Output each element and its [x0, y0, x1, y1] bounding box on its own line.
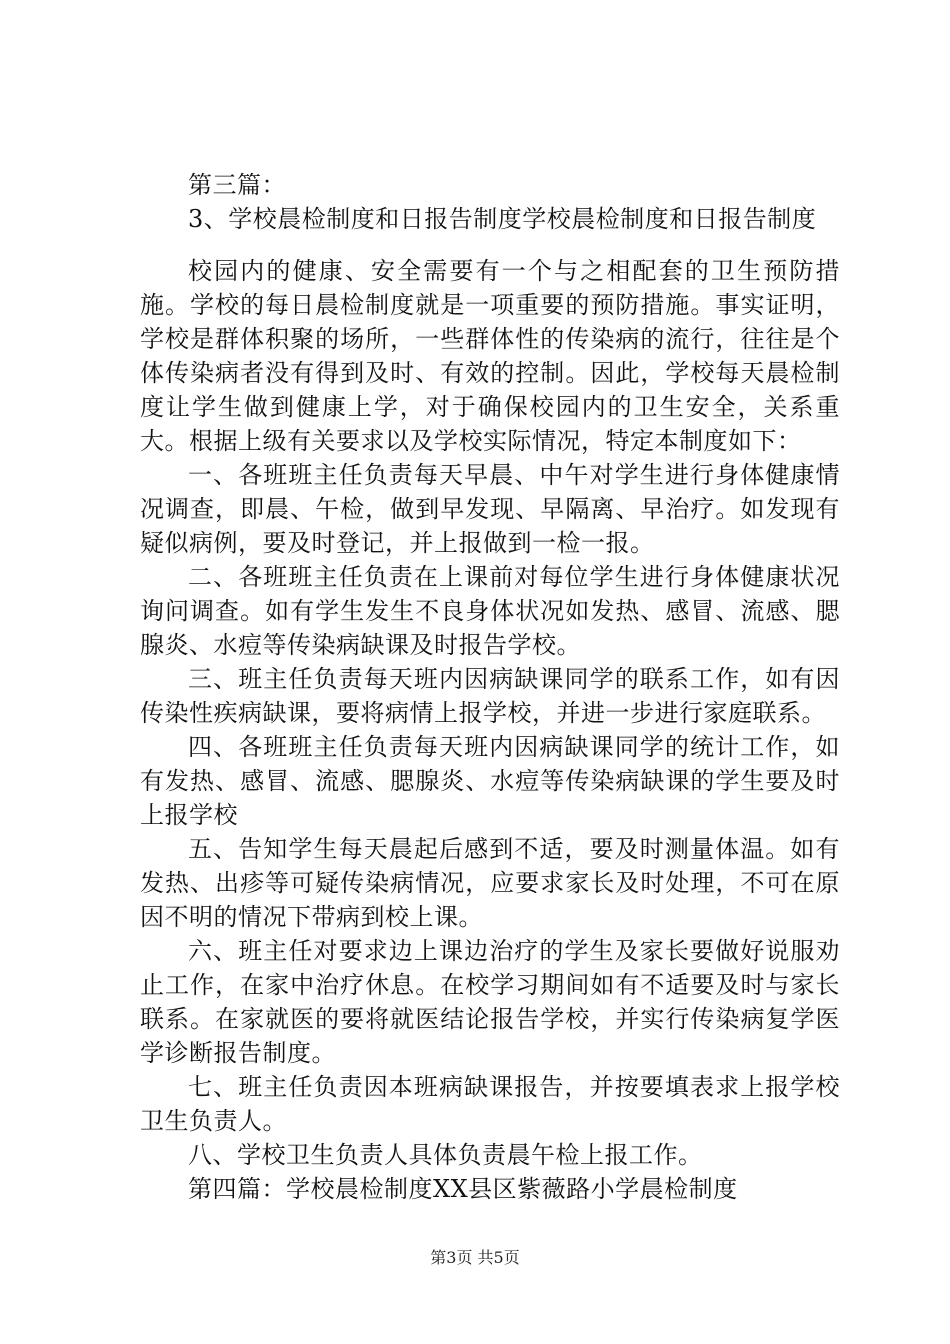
section-heading: 第三篇： [188, 171, 286, 199]
rule-item-1: 一、各班班主任负责每天早晨、中午对学生进行身体健康情况调查，即晨、午检，做到早发现、早隔离、早治疗。如发现有疑似病例，要及时登记，并上报做到一检一报。 [140, 461, 840, 557]
paragraph-gap [140, 236, 840, 254]
section-subheading: 3、学校晨检制度和日报告制度学校晨检制度和日报告制度 [188, 205, 817, 233]
document-body [140, 168, 840, 1206]
rule-item-8: 八、学校卫生负责人具体负责晨午检上报工作。 [188, 1141, 703, 1169]
next-section-heading: 第四篇：学校晨检制度XX县区紫薇路小学晨检制度 [188, 1175, 738, 1203]
intro-paragraph: 校园内的健康、安全需要有一个与之相配套的卫生预防措施。学校的每日晨检制度就是一项重要的预防措施。事实证明，学校是群体积聚的场所，一些群体性的传染病的流行，往往是个体传染病者没有得到及时、有效的控制。因此，学校每天晨检制度让学生做到健康上学，对于确保校园内的卫生安全，关系重大。根据上级有关要求以及学校实际情况，特定本制度如下： [140, 257, 840, 455]
rule-item-6: 六、班主任对要求边上课边治疗的学生及家长要做好说服劝止工作，在家中治疗休息。在校学习期间如有不适要及时与家长联系。在家就医的要将就医结论报告学校，并实行传染病复学医学诊断报告制度。 [140, 937, 840, 1067]
page-footer: 第3页 共5页 [430, 1248, 520, 1267]
rule-item-2: 二、各班班主任负责在上课前对每位学生进行身体健康状况询问调查。如有学生发生不良身体状况如发热、感冒、流感、腮腺炎、水痘等传染病缺课及时报告学校。 [140, 563, 840, 659]
rule-item-7: 七、班主任负责因本班病缺课报告，并按要填表求上报学校卫生负责人。 [140, 1073, 840, 1135]
rule-item-5: 五、告知学生每天晨起后感到不适，要及时测量体温。如有发热、出疹等可疑传染病情况，应要求家长及时处理，不可在原因不明的情况下带病到校上课。 [140, 835, 840, 931]
rule-item-3: 三、班主任负责每天班内因病缺课同学的联系工作，如有因传染性疾病缺课，要将病情上报学校，并进一步进行家庭联系。 [140, 665, 840, 727]
rule-item-4: 四、各班班主任负责每天班内因病缺课同学的统计工作，如有发热、感冒、流感、腮腺炎、水痘等传染病缺课的学生要及时上报学校 [140, 733, 840, 829]
